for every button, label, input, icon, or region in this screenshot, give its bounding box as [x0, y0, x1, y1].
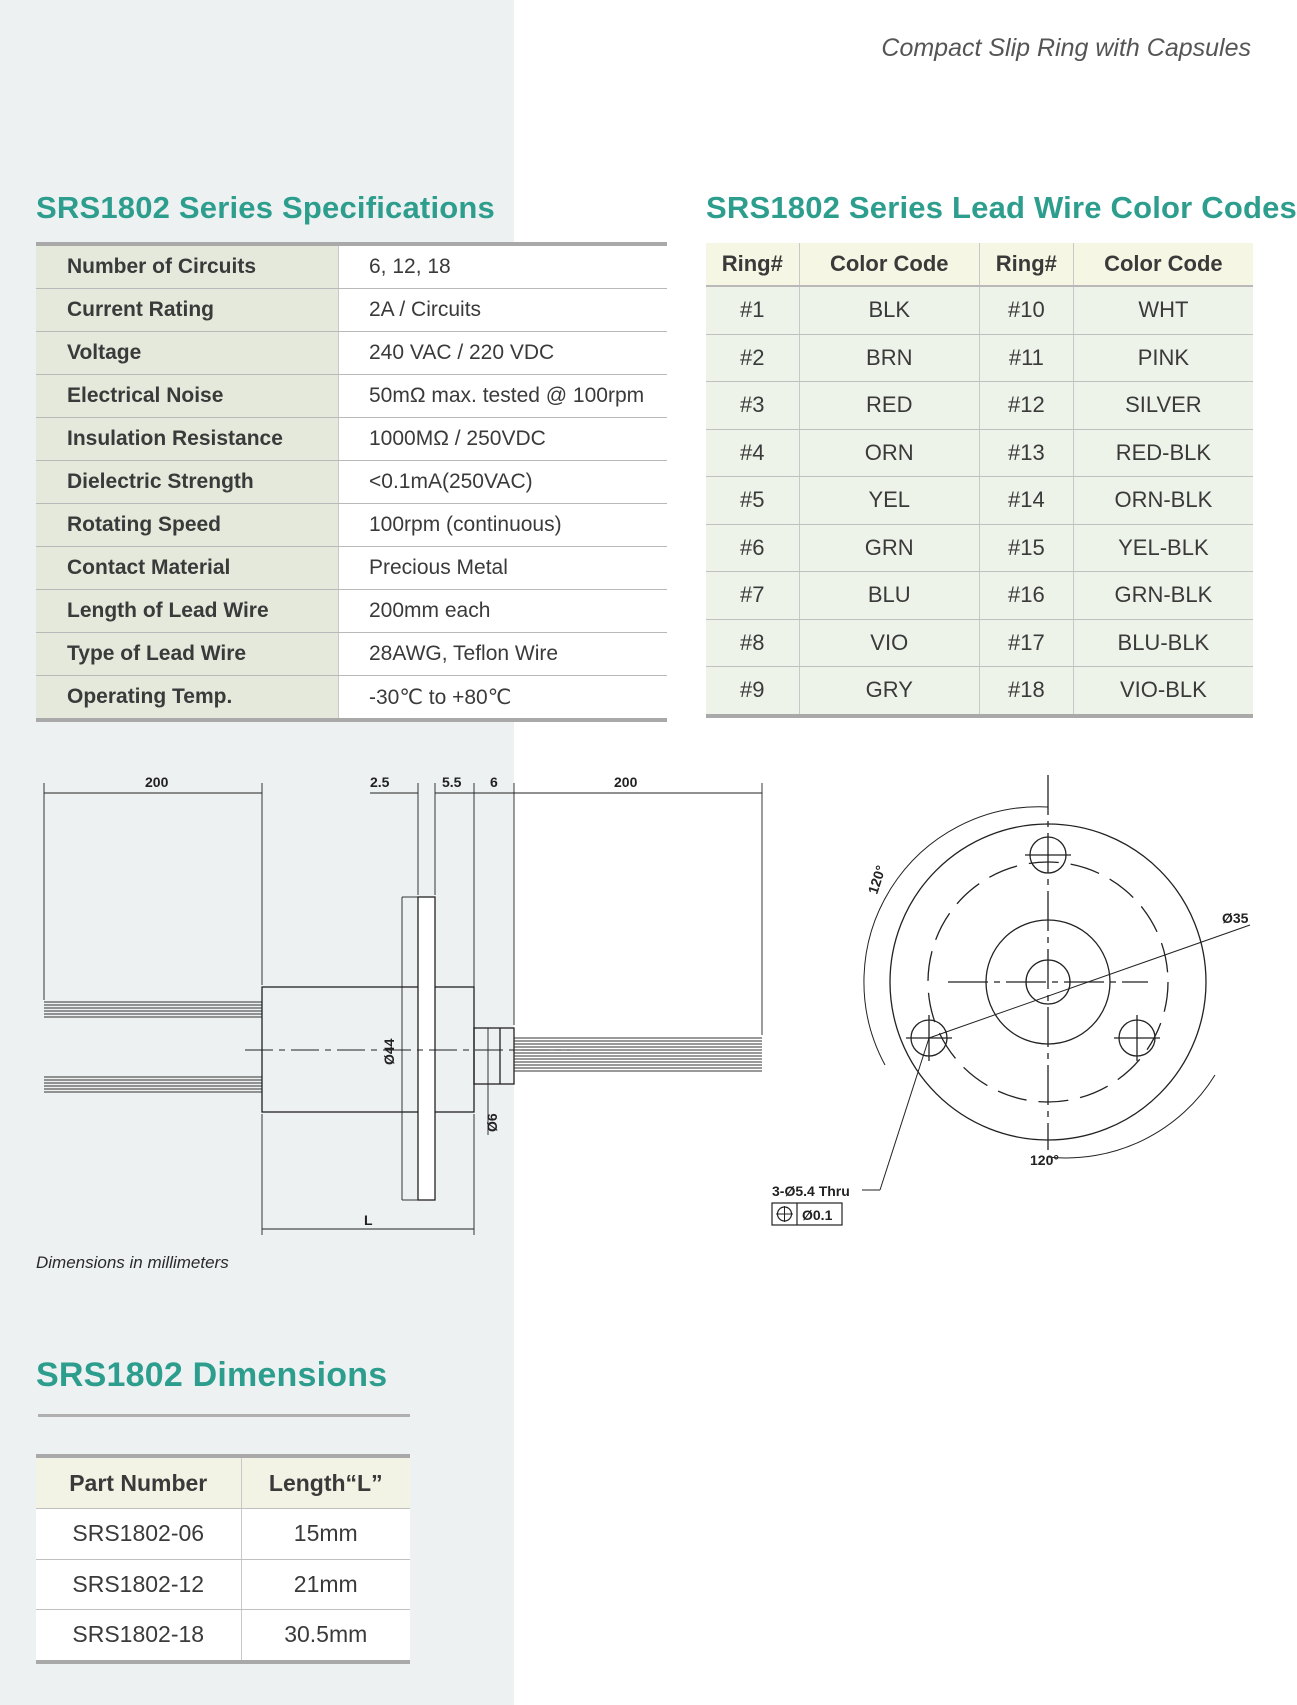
color-codes-title: SRS1802 Series Lead Wire Color Codes [706, 190, 1297, 225]
spec-label: Current Rating [36, 289, 339, 332]
color-code-row [706, 619, 1253, 667]
ring-number-cell: #11 [979, 334, 1073, 382]
dimensions-row [36, 1610, 410, 1662]
dimensions-title-rule [38, 1414, 410, 1417]
dimensions-row [36, 1559, 410, 1610]
color-code-row [706, 667, 1253, 716]
specs-row [36, 504, 667, 547]
spec-value: 100rpm (continuous) [339, 504, 668, 547]
color-header-code: Color Code [799, 243, 979, 286]
spec-value: 2A / Circuits [339, 289, 668, 332]
color-code-row [706, 572, 1253, 620]
length-cell: 30.5mm [241, 1610, 410, 1662]
color-code-row [706, 382, 1253, 430]
ring-number-cell: #13 [979, 429, 1073, 477]
technical-drawing [0, 774, 1283, 1228]
spec-value: 240 VAC / 220 VDC [339, 332, 668, 375]
color-code-cell: BRN [799, 334, 979, 382]
length-cell: 15mm [241, 1509, 410, 1560]
specs-row [36, 633, 667, 676]
color-code-row [706, 286, 1253, 334]
dims-header-length: Length“L” [241, 1456, 410, 1509]
color-codes-table [706, 243, 1253, 718]
part-number-cell: SRS1802-12 [36, 1559, 241, 1610]
color-code-cell: GRY [799, 667, 979, 716]
color-header-ring-2: Ring# [979, 243, 1073, 286]
ring-number-cell: #7 [706, 572, 799, 620]
specs-row [36, 461, 667, 504]
dim-flange-diameter: Ø44 [381, 1038, 397, 1065]
ring-number-cell: #10 [979, 286, 1073, 334]
dim-shaft-diameter: Ø6 [484, 1113, 500, 1132]
specs-row [36, 375, 667, 418]
ring-number-cell: #3 [706, 382, 799, 430]
color-code-row [706, 334, 1253, 382]
color-code-cell: RED [799, 382, 979, 430]
spec-value: Precious Metal [339, 547, 668, 590]
color-code-row [706, 524, 1253, 572]
ring-number-cell: #9 [706, 667, 799, 716]
spec-label: Type of Lead Wire [36, 633, 339, 676]
color-code-cell: GRN [799, 524, 979, 572]
color-code-cell: VIO [799, 619, 979, 667]
spec-label: Contact Material [36, 547, 339, 590]
left-lead-wires [44, 1002, 262, 1092]
spec-value: 200mm each [339, 590, 668, 633]
dim-right-length: 200 [614, 774, 638, 790]
ring-number-cell: #6 [706, 524, 799, 572]
part-number-cell: SRS1802-06 [36, 1509, 241, 1560]
specs-row [36, 676, 667, 721]
ring-number-cell: #12 [979, 382, 1073, 430]
color-header-ring: Ring# [706, 243, 799, 286]
dimensions-table [36, 1454, 410, 1664]
holes-label: 3-Ø5.4 Thru [772, 1183, 850, 1199]
color-code-cell: VIO-BLK [1073, 667, 1253, 716]
color-code-cell: ORN-BLK [1073, 477, 1253, 525]
length-cell: 21mm [241, 1559, 410, 1610]
ring-number-cell: #1 [706, 286, 799, 334]
part-number-cell: SRS1802-18 [36, 1610, 241, 1662]
color-header-code-2: Color Code [1073, 243, 1253, 286]
spec-label: Voltage [36, 332, 339, 375]
ring-number-cell: #2 [706, 334, 799, 382]
dim-shaft-length: 6 [490, 774, 498, 790]
ring-number-cell: #18 [979, 667, 1073, 716]
color-code-cell: ORN [799, 429, 979, 477]
color-code-cell: WHT [1073, 286, 1253, 334]
specs-row [36, 244, 667, 289]
ring-number-cell: #17 [979, 619, 1073, 667]
color-code-cell: SILVER [1073, 382, 1253, 430]
ring-number-cell: #14 [979, 477, 1073, 525]
spec-value: 50mΩ max. tested @ 100rpm [339, 375, 668, 418]
shaft-outline [474, 1028, 514, 1084]
color-code-cell: YEL [799, 477, 979, 525]
dim-body-length: L [364, 1212, 373, 1228]
flange-outline [418, 897, 435, 1200]
page-header-title: Compact Slip Ring with Capsules [881, 34, 1251, 62]
ring-number-cell: #5 [706, 477, 799, 525]
specs-row [36, 547, 667, 590]
color-code-cell: BLK [799, 286, 979, 334]
spec-value: 6, 12, 18 [339, 244, 668, 289]
spec-value: -30℃ to +80℃ [339, 676, 668, 721]
dimensions-row [36, 1509, 410, 1560]
specs-row [36, 418, 667, 461]
spec-label: Electrical Noise [36, 375, 339, 418]
specs-row [36, 590, 667, 633]
color-code-cell: RED-BLK [1073, 429, 1253, 477]
specs-row [36, 289, 667, 332]
color-code-cell: BLU-BLK [1073, 619, 1253, 667]
dimensions-title: SRS1802 Dimensions [36, 1356, 388, 1394]
color-code-row [706, 477, 1253, 525]
color-code-cell: PINK [1073, 334, 1253, 382]
color-code-cell: YEL-BLK [1073, 524, 1253, 572]
spec-label: Operating Temp. [36, 676, 339, 721]
tolerance-label: Ø0.1 [802, 1207, 833, 1223]
color-code-cell: BLU [799, 572, 979, 620]
dims-header-part: Part Number [36, 1456, 241, 1509]
ring-number-cell: #16 [979, 572, 1073, 620]
spec-label: Length of Lead Wire [36, 590, 339, 633]
angle-label-top: 120° [864, 863, 889, 896]
dim-gap: 5.5 [442, 774, 462, 790]
spec-label: Insulation Resistance [36, 418, 339, 461]
spec-label: Dielectric Strength [36, 461, 339, 504]
specs-table [36, 242, 667, 722]
angle-label-bottom: 120° [1030, 1152, 1059, 1168]
spec-label: Rotating Speed [36, 504, 339, 547]
spec-value: <0.1mA(250VAC) [339, 461, 668, 504]
spec-label: Number of Circuits [36, 244, 339, 289]
color-code-row [706, 429, 1253, 477]
bolt-circle-label: Ø35 [1222, 910, 1249, 926]
specs-row [36, 332, 667, 375]
spec-value: 1000MΩ / 250VDC [339, 418, 668, 461]
dim-left-length: 200 [145, 774, 169, 790]
dimensions-note: Dimensions in millimeters [36, 1253, 229, 1272]
right-lead-wires [514, 1038, 762, 1071]
dim-flange-thickness: 2.5 [370, 774, 390, 790]
spec-value: 28AWG, Teflon Wire [339, 633, 668, 676]
ring-number-cell: #4 [706, 429, 799, 477]
specs-title: SRS1802 Series Specifications [36, 190, 495, 225]
front-view [772, 775, 1250, 1225]
ring-number-cell: #15 [979, 524, 1073, 572]
ring-number-cell: #8 [706, 619, 799, 667]
color-code-cell: GRN-BLK [1073, 572, 1253, 620]
